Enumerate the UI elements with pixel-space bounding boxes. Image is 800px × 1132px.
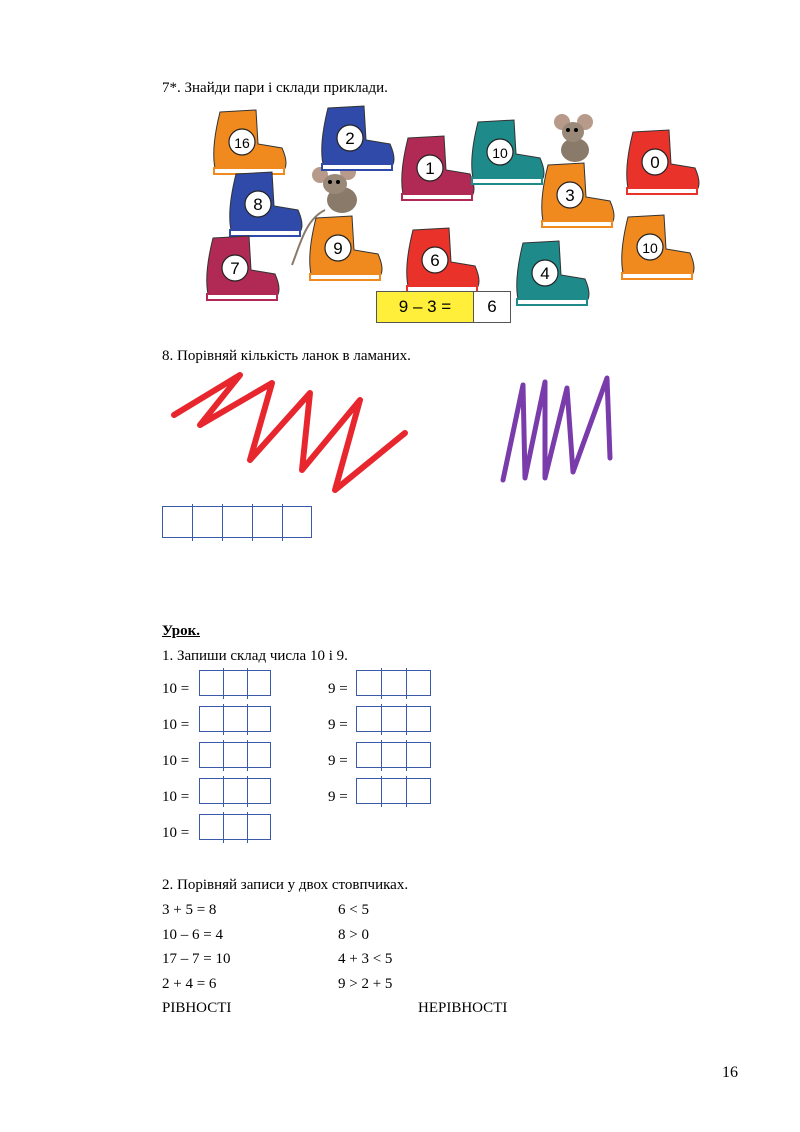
row-label: 10 = [162,717,190,733]
lesson-heading: Урок. [162,623,201,639]
answer-grid[interactable] [356,742,431,768]
boot-number: 4 [540,264,550,283]
page-number: 16 [722,1064,738,1081]
boot-icon [627,130,699,194]
row-label: 10 = [162,681,190,697]
boot-number: 3 [565,186,575,205]
answer-grid[interactable] [199,778,271,804]
answer-grid[interactable] [199,670,271,696]
answer-grid[interactable] [199,742,271,768]
boot-icon [322,106,394,170]
row-label: 10 = [162,789,190,805]
row-label: 10 = [162,825,190,841]
equality-item: 2 + 4 = 6 [162,975,217,992]
equality-item: 10 – 6 = 4 [162,926,223,943]
mouse-icon [554,114,593,162]
boot-number: 0 [650,153,660,172]
boot-icon [310,216,382,280]
inequality-item: 9 > 2 + 5 [338,975,393,992]
boot-number: 2 [345,129,355,148]
boot-icon [472,120,544,184]
equality-item: 3 + 5 = 8 [162,902,217,918]
row-label: 9 = [328,717,348,733]
boot-icon [407,228,479,292]
inequality-item: 6 < 5 [338,902,369,918]
example-expression: 9 – 3 = [377,292,474,322]
boot-icon [517,241,589,305]
task1-title: 1. Запиши склад числа 10 і 9. [162,648,348,664]
answer-grid[interactable] [356,778,431,804]
boot-number: 1 [425,159,435,178]
boot-number: 6 [430,251,440,270]
boot-icon [230,172,302,236]
row-label: 10 = [162,753,190,769]
equalities-caption: РІВНОСТІ [162,1000,232,1016]
boot-icon [542,163,614,227]
boot-number: 10 [492,145,508,161]
answer-grid[interactable] [199,706,271,732]
boot-number: 9 [333,239,343,258]
boot-icon [207,236,279,300]
boot-number: 7 [230,259,240,278]
answer-grid[interactable] [199,814,271,840]
task7-title: 7*. Знайди пари і склади приклади. [162,80,388,96]
boot-icon [214,110,286,174]
task2-title: 2. Порівняй записи у двох стовпчиках. [162,877,409,893]
inequality-item: 4 + 3 < 5 [338,951,393,967]
equality-item: 17 – 7 = 10 [162,951,231,967]
purple-polyline [495,370,620,485]
boot-number: 16 [234,135,250,151]
example-box [376,291,511,323]
boot-icon [402,136,474,200]
row-label: 9 = [328,681,348,697]
boot-icon [622,215,694,279]
inequality-item: 8 > 0 [338,926,369,943]
task8-title: 8. Порівняй кількість ланок в ламаних. [162,348,411,364]
example-answer[interactable]: 6 [487,297,497,316]
red-polyline [160,365,420,500]
row-label: 9 = [328,753,348,769]
answer-grid[interactable] [356,670,431,696]
inequalities-caption: НЕРІВНОСТІ [418,1000,508,1016]
answer-grid[interactable] [356,706,431,732]
row-label: 9 = [328,789,348,805]
boot-number: 10 [642,240,658,256]
boot-number: 8 [253,195,263,214]
